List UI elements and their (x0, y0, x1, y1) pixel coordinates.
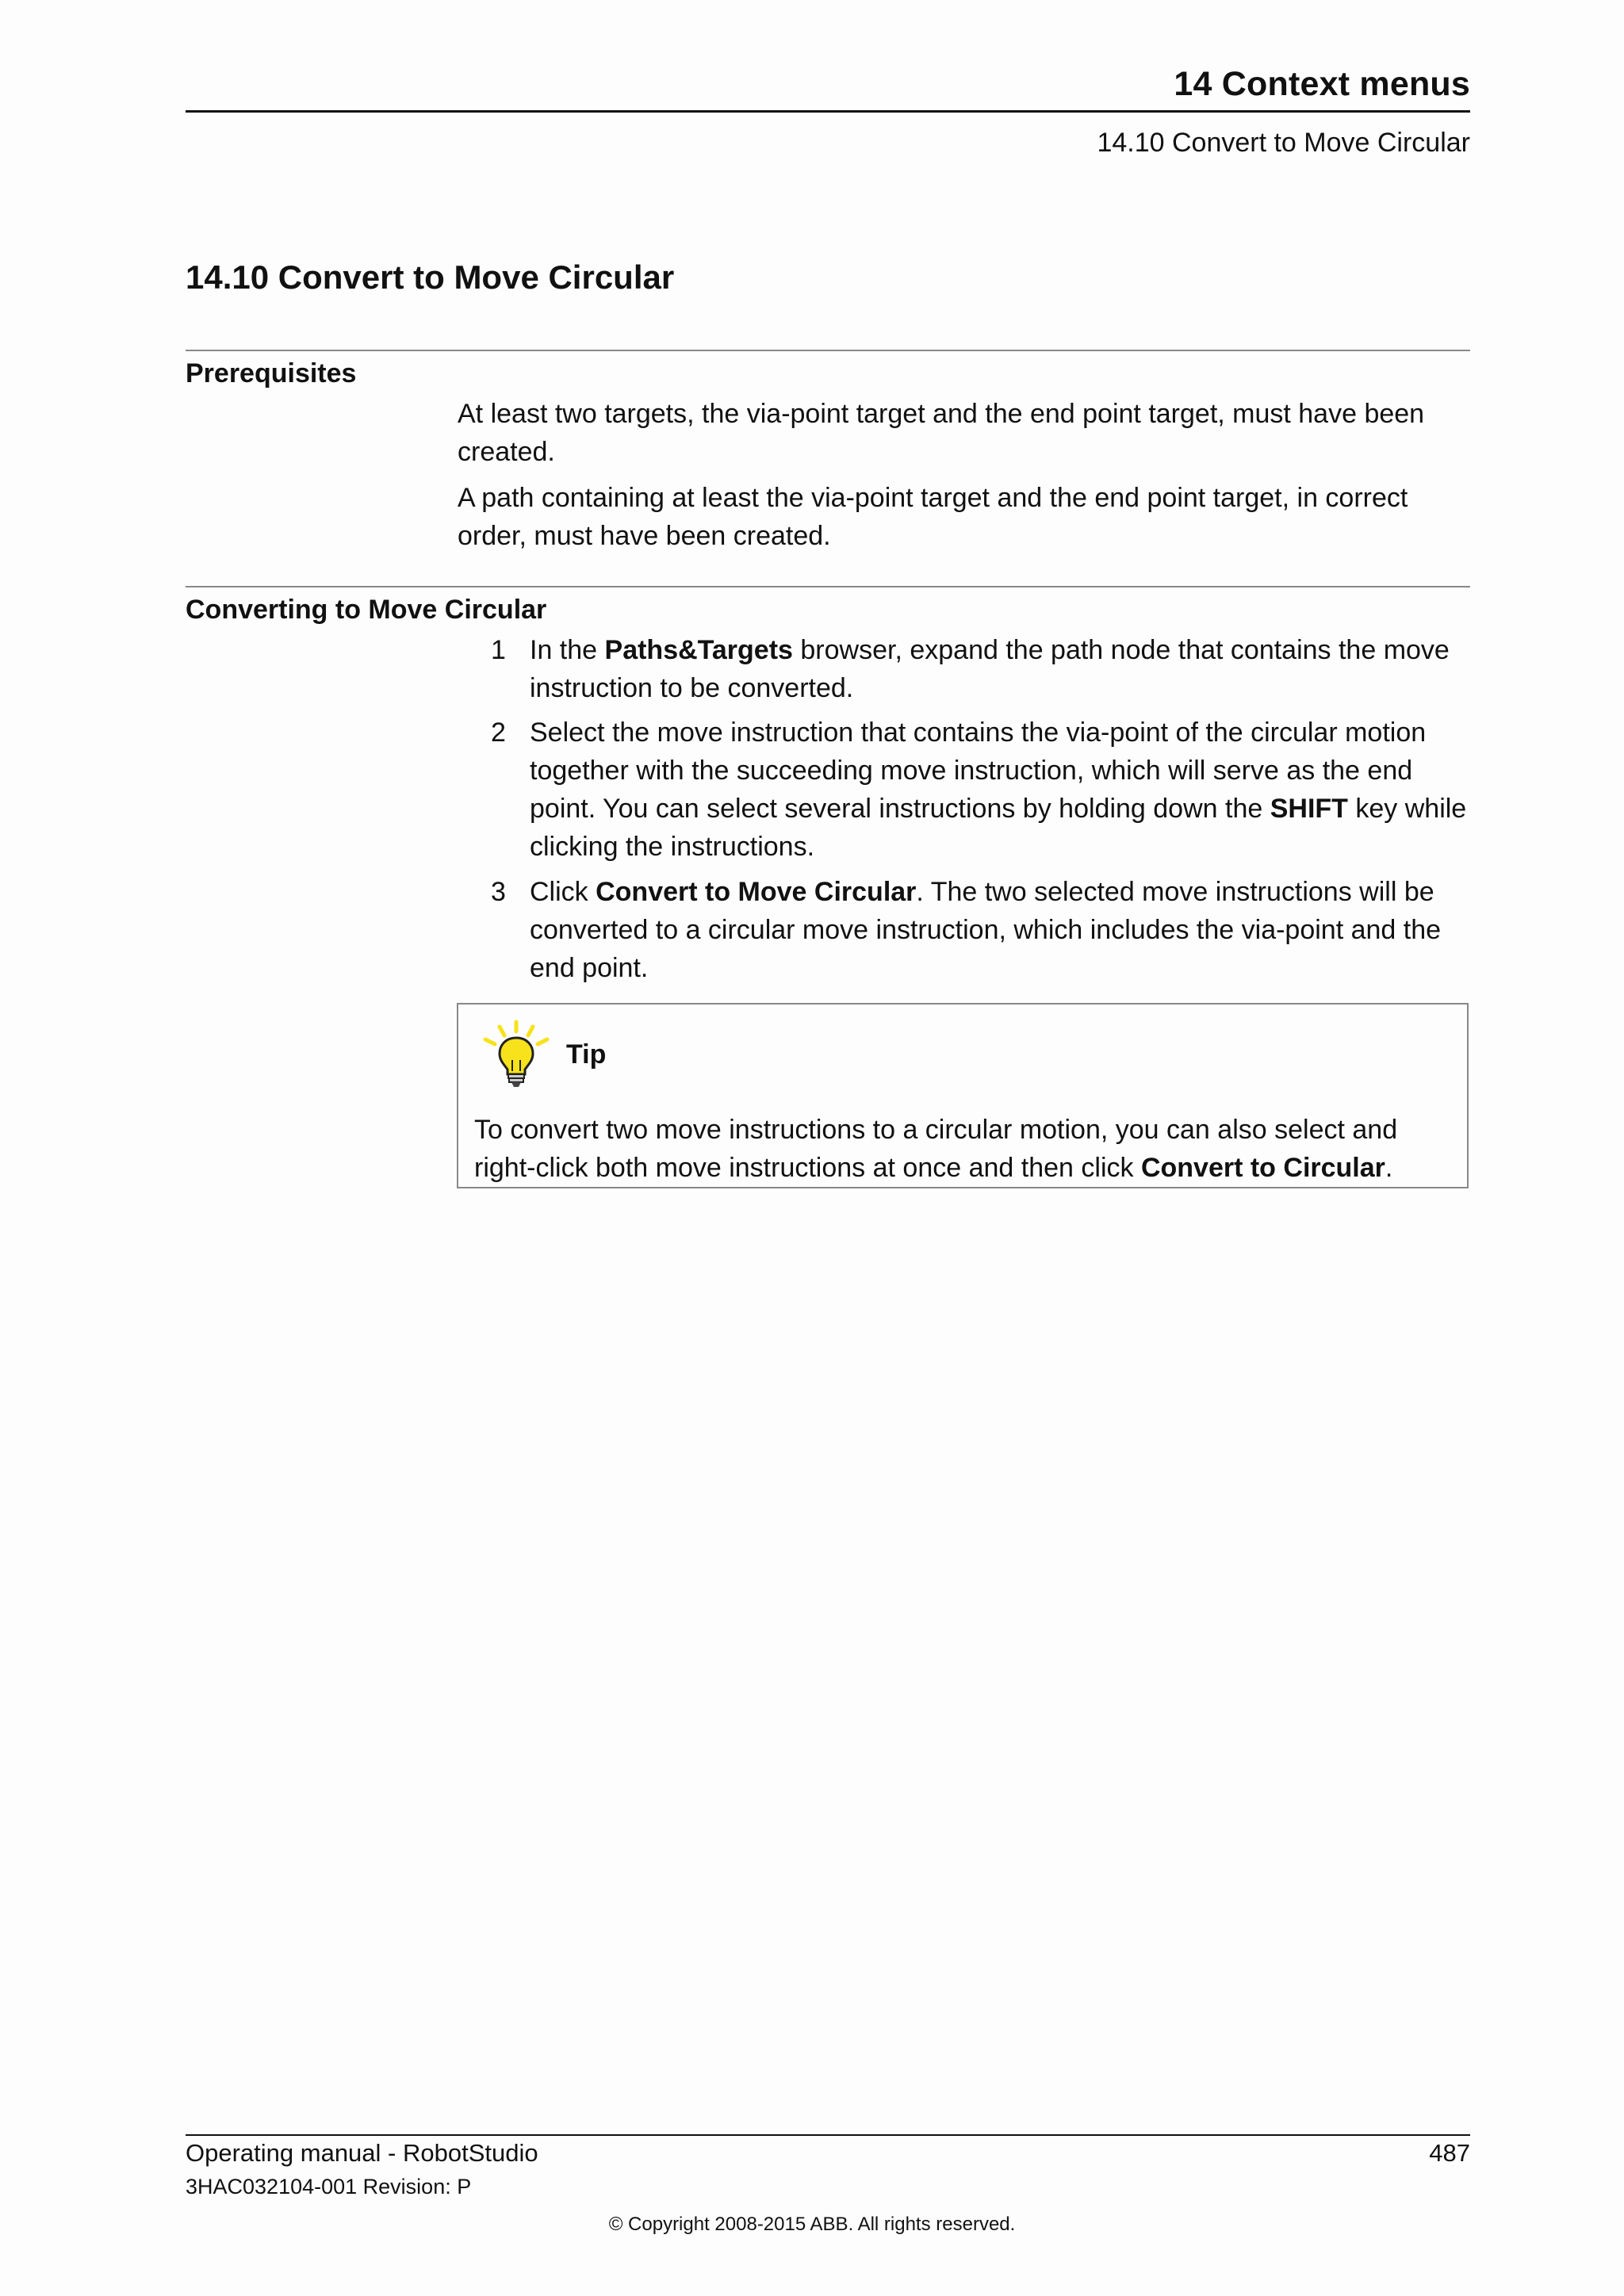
ui-term: Convert to Move Circular (596, 877, 917, 907)
step-text: Click Convert to Move Circular. The two selected move instructions will be converted to a circular move instruction, which includes the via-point and the end point. (530, 877, 1442, 983)
lightbulb-icon (481, 1019, 552, 1090)
step-number: 3 (491, 877, 506, 907)
tip-box (457, 1003, 1469, 1188)
step-number: 2 (491, 718, 506, 748)
converting-rule (186, 586, 1470, 587)
tip-title: Tip (566, 1039, 607, 1070)
section-heading: 14.10 Convert to Move Circular (186, 258, 675, 296)
step-text: Select the move instruction that contains the via-point of the circular motion together with the succeeding move instruction, which will serve as the end point. You can select several instructions by holding down the SHIFT key while clicking the instructions. (530, 718, 1467, 862)
running-section-title: 14.10 Convert to Move Circular (1097, 128, 1470, 158)
ui-term: SHIFT (1270, 794, 1348, 824)
footer-rule (186, 2134, 1470, 2136)
prerequisite-paragraph-1: At least two targets, the via-point target and the end point target, must have been created. (458, 399, 1425, 467)
footer-manual-title: Operating manual - RobotStudio (186, 2139, 538, 2167)
ui-term: Convert to Circular (1140, 1153, 1385, 1183)
prerequisite-paragraph-2: A path containing at least the via-point target and the end point target, in correct order, must have been created. (458, 483, 1408, 551)
copyright-notice: © Copyright 2008-2015 ABB. All rights reserved. (608, 2214, 1016, 2235)
chapter-title: 14 Context menus (1174, 65, 1470, 103)
page-number: 487 (1429, 2139, 1470, 2167)
prerequisites-rule (186, 350, 1470, 351)
header-rule (186, 110, 1470, 113)
step-text: In the Paths&Targets browser, expand the path node that contains the move instruction to be converted. (530, 635, 1450, 703)
prerequisites-label: Prerequisites (186, 358, 357, 388)
step-number: 1 (491, 635, 506, 665)
tip-text: To convert two move instructions to a circular motion, you can also select and right-click both move instructions at once and then click Convert to Circular. (474, 1115, 1398, 1183)
document-id: 3HAC032104-001 Revision: P (186, 2175, 472, 2198)
converting-label: Converting to Move Circular (186, 595, 547, 625)
ui-term: Paths&Targets (604, 635, 793, 665)
